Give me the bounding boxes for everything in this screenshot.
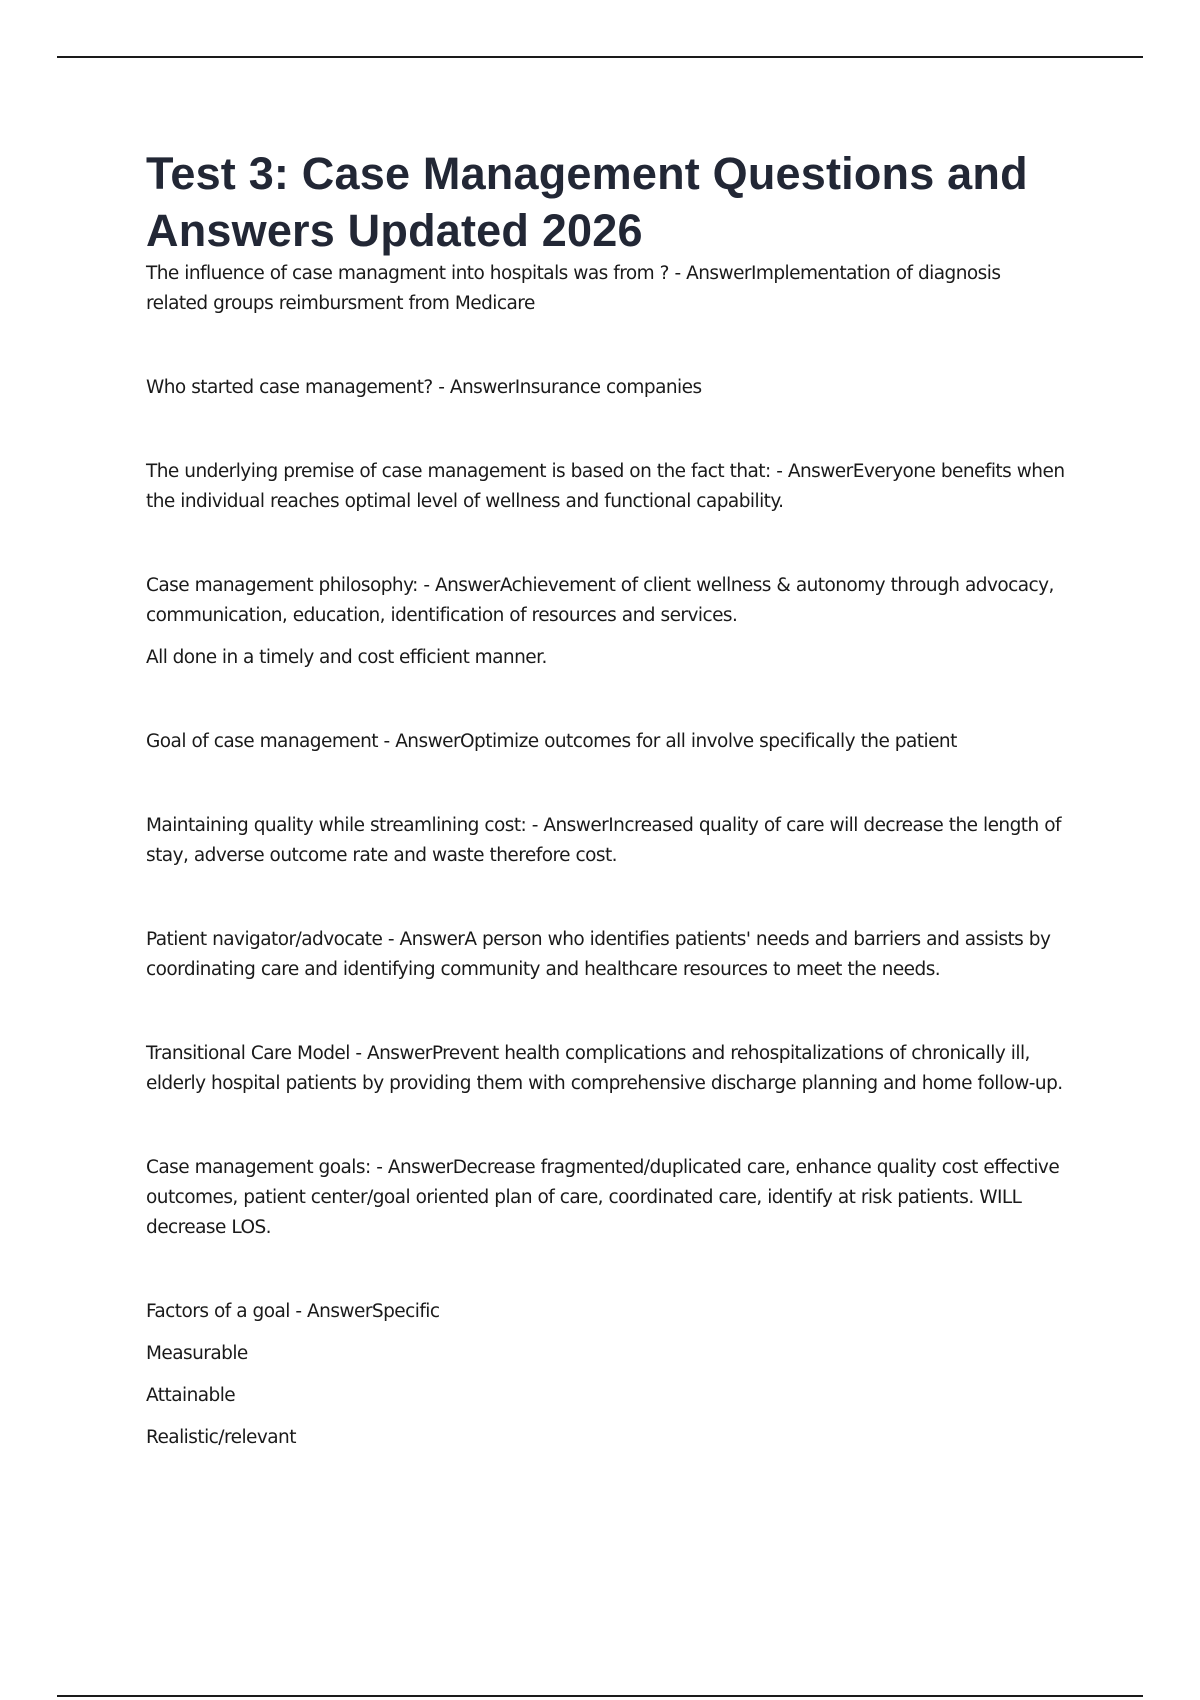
qa-item xyxy=(146,811,1066,871)
qa-text: Case management philosophy: - AnswerAchievement of client wellness & autonomy through advocacy, communication, education, identification of resources and services. xyxy=(146,575,1054,626)
qa-item xyxy=(146,925,1066,985)
qa-text: Case management goals: - AnswerDecrease fragmented/duplicated care, enhance quality cost effective outcomes, patient center/goal oriented plan of care, coordinated care, identify at risk patients. WILL decrease LOS. xyxy=(146,1157,1060,1238)
qa-text: Who started case management? - AnswerInsurance companies xyxy=(146,377,702,398)
qa-text: Patient navigator/advocate - AnswerA person who identifies patients' needs and barriers and assists by coordinating care and identifying community and healthcare resources to meet the needs. xyxy=(146,929,1051,980)
qa-item xyxy=(146,259,1066,319)
qa-item xyxy=(146,571,1066,673)
bottom-divider xyxy=(57,1695,1143,1697)
qa-text: Goal of case management - AnswerOptimize outcomes for all involve specifically the patient xyxy=(146,731,957,752)
qa-extra-line: Attainable xyxy=(146,1385,236,1406)
qa-list xyxy=(146,259,1066,1453)
qa-item xyxy=(146,457,1066,517)
qa-item xyxy=(146,1297,1066,1453)
qa-item xyxy=(146,1039,1066,1099)
qa-text: Maintaining quality while streamlining cost: - AnswerIncreased quality of care will decrease the length of stay, adverse outcome rate and waste therefore cost. xyxy=(146,815,1061,866)
qa-text: The underlying premise of case management is based on the fact that: - AnswerEveryone benefits when the individual reaches optimal level of wellness and functional capability. xyxy=(146,461,1065,512)
qa-item xyxy=(146,373,1066,403)
qa-item xyxy=(146,1153,1066,1243)
document-title: Test 3: Case Management Questions and Answers Updated 2026 xyxy=(146,148,1028,256)
qa-text: The influence of case managment into hospitals was from ? - AnswerImplementation of diagnosis related groups reimbursment from Medicare xyxy=(146,263,1001,314)
qa-text: Transitional Care Model - AnswerPrevent health complications and rehospitalizations of chronically ill, elderly hospital patients by providing them with comprehensive discharge planning and home follow-up. xyxy=(146,1043,1063,1094)
qa-extra-line: Realistic/relevant xyxy=(146,1427,296,1448)
top-divider xyxy=(57,56,1143,58)
document-page xyxy=(146,145,1066,1453)
qa-extra-line: All done in a timely and cost efficient manner. xyxy=(146,647,547,668)
qa-extra-line: Measurable xyxy=(146,1343,248,1364)
qa-item xyxy=(146,727,1066,757)
qa-text: Factors of a goal - AnswerSpecific xyxy=(146,1301,440,1322)
